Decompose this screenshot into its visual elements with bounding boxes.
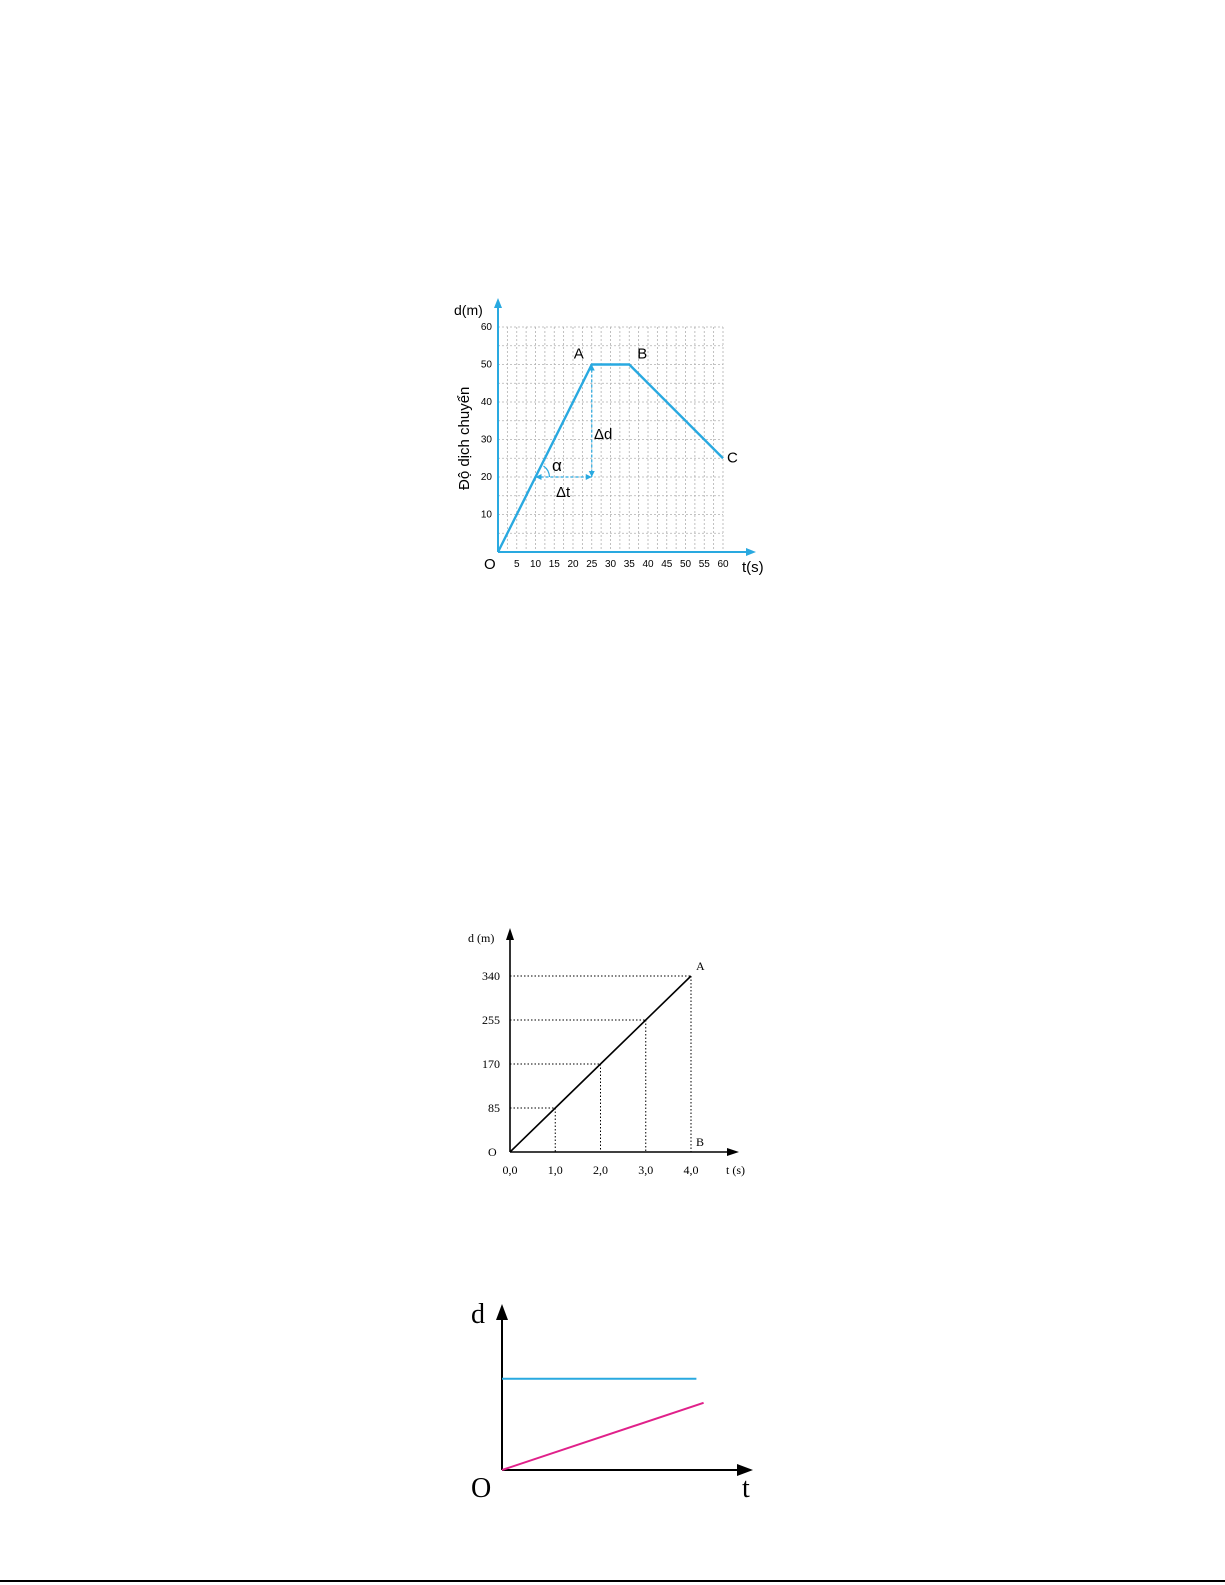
axes [494, 298, 756, 556]
y-axis-label: d [471, 1299, 485, 1330]
x-tick-label: 20 [567, 559, 579, 570]
y-tick-label: 30 [480, 434, 492, 446]
point-label-b: B [696, 1135, 705, 1149]
x-tick-label: 4,0 [683, 1163, 699, 1177]
chart-displacement-grid [440, 290, 780, 590]
x-axis-arrow [727, 1148, 739, 1156]
x-tick-label: 15 [548, 559, 560, 570]
series-line [510, 976, 691, 1152]
x-tick-label: 1,0 [547, 1163, 563, 1177]
page-bottom-rule [0, 1580, 1225, 1582]
y-tick-label: 340 [482, 969, 500, 983]
y-axis-title: Độ dịch chuyển [456, 386, 473, 490]
x-tick-label: 60 [717, 559, 729, 570]
x-tick-label: 5 [513, 559, 520, 570]
chart-schematic [455, 1290, 775, 1520]
x-tick-label: 2,0 [593, 1163, 608, 1177]
chart-uniform-motion [455, 920, 765, 1190]
origin-label: O [488, 1145, 497, 1159]
y-axis-arrow [496, 1304, 508, 1320]
x-axis-label: t [742, 1473, 750, 1504]
y-tick-label: 20 [480, 472, 492, 483]
y-tick-label: 50 [480, 359, 492, 371]
x-tick-label: 45 [661, 559, 673, 570]
series-line-2 [502, 1403, 704, 1470]
y-axis-arrow [506, 928, 514, 940]
series [502, 1379, 704, 1470]
tick-labels [481, 322, 729, 570]
x-tick-label: 25 [586, 559, 598, 570]
origin-label: O [471, 1473, 492, 1504]
x-tick-label: 30 [604, 559, 617, 570]
y-tick-label: 40 [480, 397, 492, 408]
x-axis-label: t (s) [726, 1163, 745, 1177]
origin-label: O [484, 556, 496, 573]
x-axis-label: t(s) [742, 559, 764, 576]
point-label-a: A [573, 345, 584, 363]
y-tick-label: 10 [480, 509, 492, 521]
y-tick-label: 255 [482, 1013, 500, 1027]
x-tick-label: 10 [529, 559, 542, 570]
y-tick-label: 85 [488, 1101, 500, 1115]
point-label-c: C [727, 449, 738, 467]
alpha-label: α [552, 456, 562, 475]
x-tick-label: 40 [642, 559, 654, 570]
x-axis-arrow [746, 548, 756, 556]
y-tick-label: 60 [480, 322, 492, 333]
x-tick-label: 55 [698, 559, 710, 570]
point-label-b: B [637, 345, 648, 363]
x-tick-label: 0,0 [502, 1163, 518, 1177]
x-tick-label: 50 [679, 559, 692, 570]
annotations [536, 365, 595, 481]
y-unit-label: d(m) [454, 302, 483, 318]
x-tick-label: 3,0 [638, 1163, 654, 1177]
x-tick-label: 35 [623, 559, 635, 570]
point-labels [696, 959, 705, 1149]
y-axis-label: d (m) [468, 931, 495, 945]
series [510, 976, 691, 1152]
delta-d-label: Δd [594, 426, 613, 443]
delta-t-label: Δt [556, 484, 571, 501]
y-tick-label: 170 [482, 1057, 500, 1071]
point-label-a: A [696, 959, 705, 973]
axes [496, 1304, 753, 1476]
alpha-arc [544, 466, 550, 477]
y-axis-arrow [494, 298, 502, 308]
